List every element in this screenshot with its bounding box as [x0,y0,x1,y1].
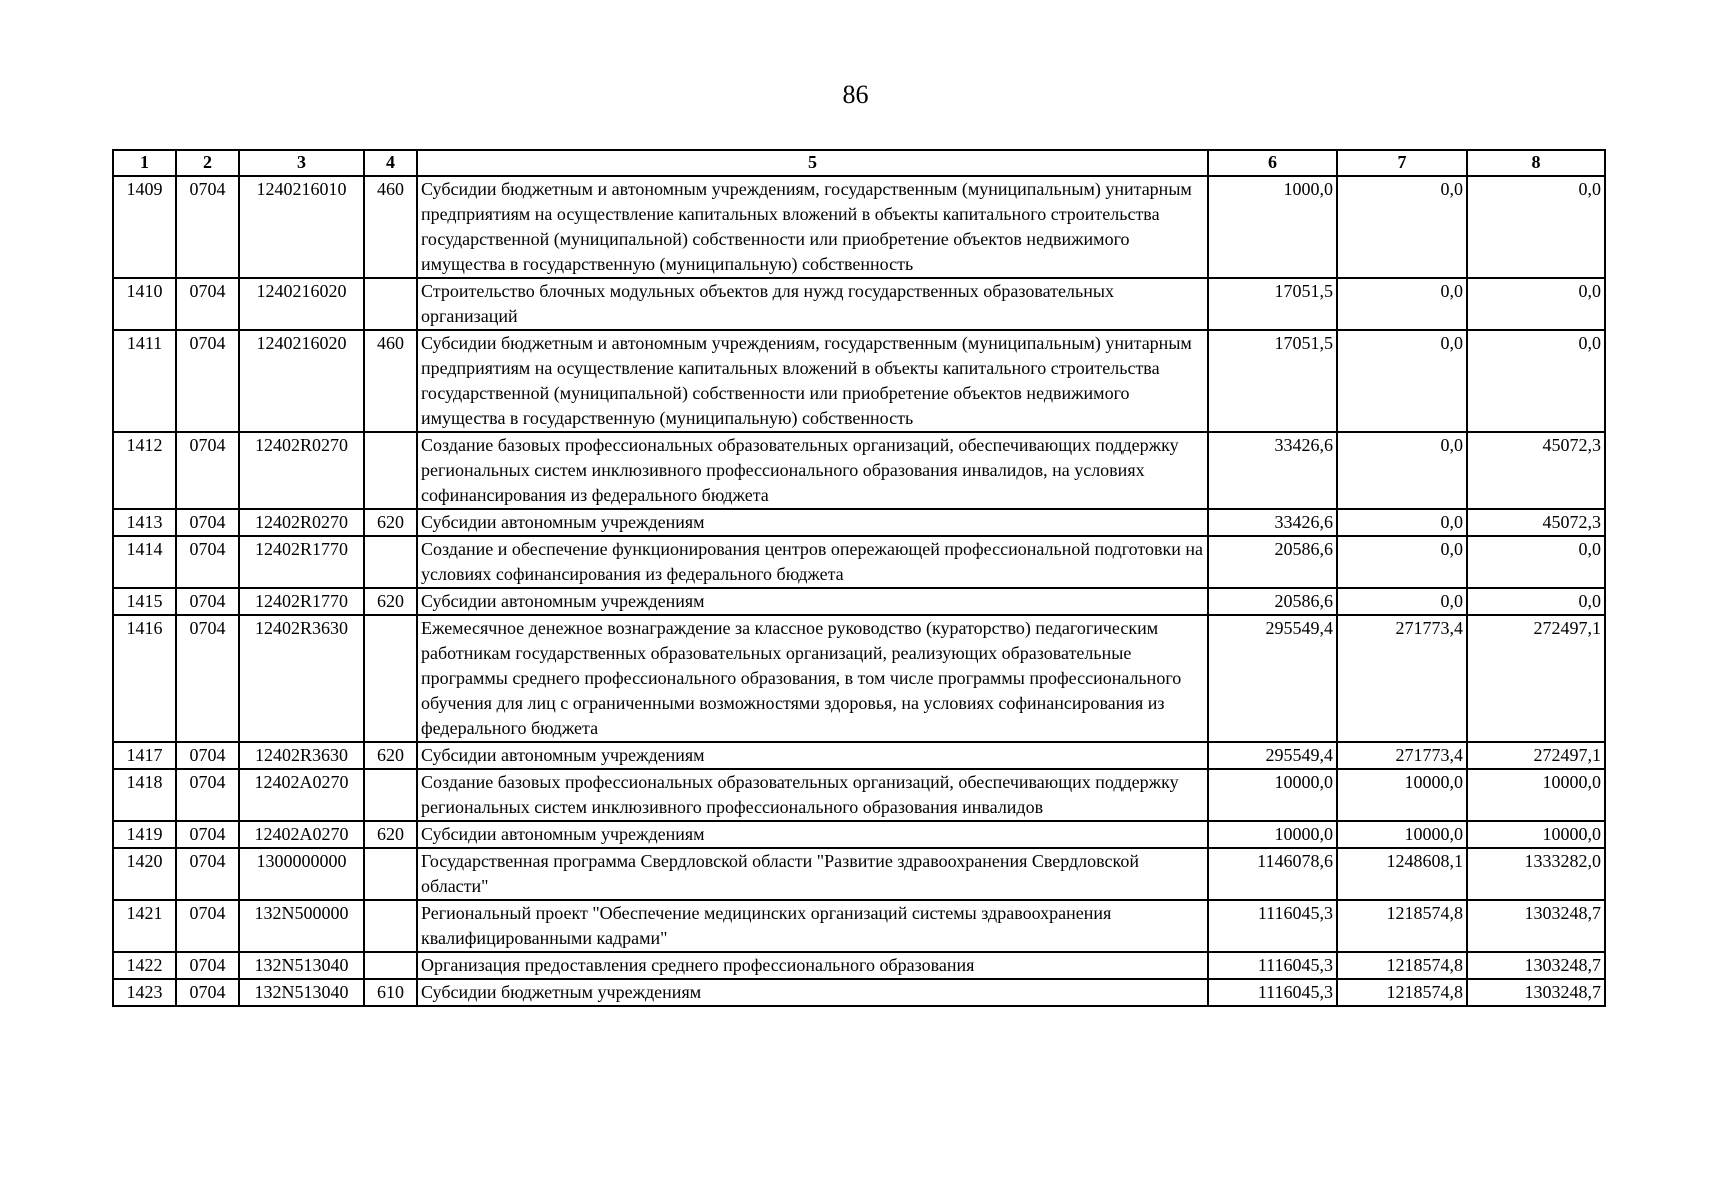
amount-col8-cell: 0,0 [1467,588,1605,615]
amount-col6-cell: 1116045,3 [1208,900,1337,952]
description-cell: Субсидии автономным учреждениям [417,588,1208,615]
target-article-cell: 12402R3630 [239,742,364,769]
column-header-7: 7 [1337,150,1467,176]
amount-col7-cell: 0,0 [1337,536,1467,588]
amount-col6-cell: 1000,0 [1208,176,1337,278]
amount-col8-cell: 272497,1 [1467,615,1605,742]
expense-type-cell: 460 [364,176,417,278]
row-number-cell: 1416 [113,615,176,742]
target-article-cell: 132N500000 [239,900,364,952]
amount-col6-cell: 20586,6 [1208,588,1337,615]
section-code-cell: 0704 [176,848,239,900]
description-cell: Строительство блочных модульных объектов для нужд государственных образовательных организаций [417,278,1208,330]
amount-col6-cell: 10000,0 [1208,769,1337,821]
amount-col7-cell: 0,0 [1337,588,1467,615]
row-number-cell: 1409 [113,176,176,278]
expense-type-cell [364,432,417,509]
target-article-cell: 12402A0270 [239,769,364,821]
target-article-cell: 12402A0270 [239,821,364,848]
row-number-cell: 1423 [113,979,176,1006]
target-article-cell: 132N513040 [239,979,364,1006]
expense-type-cell [364,615,417,742]
target-article-cell: 12402R0270 [239,509,364,536]
amount-col7-cell: 1218574,8 [1337,900,1467,952]
table-row [113,615,1605,742]
expense-type-cell [364,848,417,900]
column-header-8: 8 [1467,150,1605,176]
section-code-cell: 0704 [176,509,239,536]
table-row [113,900,1605,952]
section-code-cell: 0704 [176,330,239,432]
table-row [113,821,1605,848]
amount-col8-cell: 0,0 [1467,278,1605,330]
amount-col6-cell: 17051,5 [1208,330,1337,432]
target-article-cell: 12402R1770 [239,536,364,588]
expense-type-cell [364,769,417,821]
amount-col6-cell: 10000,0 [1208,821,1337,848]
amount-col8-cell: 0,0 [1467,536,1605,588]
table-row [113,536,1605,588]
expense-type-cell: 610 [364,979,417,1006]
target-article-cell: 12402R0270 [239,432,364,509]
section-code-cell: 0704 [176,900,239,952]
table-row [113,952,1605,979]
amount-col6-cell: 33426,6 [1208,509,1337,536]
table-row [113,979,1605,1006]
amount-col7-cell: 1218574,8 [1337,952,1467,979]
target-article-cell: 1240216010 [239,176,364,278]
row-number-cell: 1411 [113,330,176,432]
amount-col7-cell: 0,0 [1337,509,1467,536]
amount-col8-cell: 272497,1 [1467,742,1605,769]
row-number-cell: 1414 [113,536,176,588]
table-row [113,176,1605,278]
row-number-cell: 1412 [113,432,176,509]
table-row [113,848,1605,900]
column-header-2: 2 [176,150,239,176]
row-number-cell: 1415 [113,588,176,615]
target-article-cell: 1240216020 [239,330,364,432]
row-number-cell: 1413 [113,509,176,536]
description-cell: Создание базовых профессиональных образовательных организаций, обеспечивающих поддержку региональных систем инклюзивного профессионального образования инвалидов [417,769,1208,821]
section-code-cell: 0704 [176,278,239,330]
amount-col7-cell: 0,0 [1337,330,1467,432]
amount-col7-cell: 1218574,8 [1337,979,1467,1006]
row-number-cell: 1420 [113,848,176,900]
amount-col6-cell: 33426,6 [1208,432,1337,509]
section-code-cell: 0704 [176,536,239,588]
row-number-cell: 1418 [113,769,176,821]
table-body [113,176,1605,1006]
expense-type-cell [364,278,417,330]
amount-col7-cell: 0,0 [1337,278,1467,330]
table-row [113,742,1605,769]
section-code-cell: 0704 [176,769,239,821]
amount-col7-cell: 1248608,1 [1337,848,1467,900]
expense-type-cell: 620 [364,509,417,536]
amount-col7-cell: 0,0 [1337,176,1467,278]
column-header-5: 5 [417,150,1208,176]
amount-col6-cell: 1146078,6 [1208,848,1337,900]
amount-col8-cell: 1333282,0 [1467,848,1605,900]
description-cell: Субсидии автономным учреждениям [417,742,1208,769]
amount-col8-cell: 45072,3 [1467,432,1605,509]
row-number-cell: 1422 [113,952,176,979]
amount-col6-cell: 17051,5 [1208,278,1337,330]
description-cell: Субсидии автономным учреждениям [417,821,1208,848]
section-code-cell: 0704 [176,615,239,742]
row-number-cell: 1417 [113,742,176,769]
amount-col7-cell: 271773,4 [1337,742,1467,769]
table-row [113,278,1605,330]
column-header-1: 1 [113,150,176,176]
header-row [113,150,1605,176]
description-cell: Региональный проект "Обеспечение медицинских организаций системы здравоохранения квалифицированными кадрами" [417,900,1208,952]
expense-type-cell: 620 [364,821,417,848]
expense-type-cell: 460 [364,330,417,432]
column-header-6: 6 [1208,150,1337,176]
target-article-cell: 1240216020 [239,278,364,330]
amount-col8-cell: 45072,3 [1467,509,1605,536]
expense-type-cell [364,536,417,588]
amount-col7-cell: 10000,0 [1337,769,1467,821]
amount-col6-cell: 295549,4 [1208,742,1337,769]
description-cell: Субсидии бюджетным и автономным учреждениям, государственным (муниципальным) унитарным предприятиям на осуществление капитальных вложений в объекты капитального строительства государственной (муниципальной) собственности или приобретение объектов недвижимого имущества в государственную (муниципальную) собственность [417,176,1208,278]
section-code-cell: 0704 [176,432,239,509]
description-cell: Государственная программа Свердловской области "Развитие здравоохранения Свердловской области" [417,848,1208,900]
amount-col6-cell: 1116045,3 [1208,979,1337,1006]
description-cell: Ежемесячное денежное вознаграждение за классное руководство (кураторство) педагогическим работникам государственных образовательных организаций, реализующих образовательные программы среднего профессионального образования, в том числе программы профессионального обучения для лиц с ограниченными возможностями здоровья, на условиях софинансирования из федерального бюджета [417,615,1208,742]
description-cell: Субсидии бюджетным и автономным учреждениям, государственным (муниципальным) унитарным предприятиям на осуществление капитальных вложений в объекты капитального строительства государственной (муниципальной) собственности или приобретение объектов недвижимого имущества в государственную (муниципальную) собственность [417,330,1208,432]
amount-col6-cell: 20586,6 [1208,536,1337,588]
row-number-cell: 1419 [113,821,176,848]
amount-col8-cell: 0,0 [1467,176,1605,278]
row-number-cell: 1410 [113,278,176,330]
amount-col7-cell: 0,0 [1337,432,1467,509]
expense-type-cell [364,900,417,952]
target-article-cell: 132N513040 [239,952,364,979]
amount-col8-cell: 1303248,7 [1467,900,1605,952]
table-row [113,769,1605,821]
amount-col6-cell: 295549,4 [1208,615,1337,742]
amount-col8-cell: 1303248,7 [1467,952,1605,979]
description-cell: Создание базовых профессиональных образовательных организаций, обеспечивающих поддержку региональных систем инклюзивного профессионального образования инвалидов, на условиях софинансирования из федерального бюджета [417,432,1208,509]
section-code-cell: 0704 [176,742,239,769]
description-cell: Создание и обеспечение функционирования центров опережающей профессиональной подготовки на условиях софинансирования из федерального бюджета [417,536,1208,588]
page-number: 86 [842,80,869,109]
table-row [113,509,1605,536]
column-header-3: 3 [239,150,364,176]
budget-table [112,149,1606,1007]
target-article-cell: 12402R1770 [239,588,364,615]
expense-type-cell: 620 [364,588,417,615]
amount-col8-cell: 1303248,7 [1467,979,1605,1006]
expense-type-cell [364,952,417,979]
section-code-cell: 0704 [176,176,239,278]
amount-col6-cell: 1116045,3 [1208,952,1337,979]
table-row [113,588,1605,615]
amount-col7-cell: 10000,0 [1337,821,1467,848]
description-cell: Организация предоставления среднего профессионального образования [417,952,1208,979]
section-code-cell: 0704 [176,979,239,1006]
section-code-cell: 0704 [176,952,239,979]
target-article-cell: 1300000000 [239,848,364,900]
description-cell: Субсидии бюджетным учреждениям [417,979,1208,1006]
amount-col8-cell: 10000,0 [1467,769,1605,821]
expense-type-cell: 620 [364,742,417,769]
amount-col7-cell: 271773,4 [1337,615,1467,742]
target-article-cell: 12402R3630 [239,615,364,742]
section-code-cell: 0704 [176,821,239,848]
section-code-cell: 0704 [176,588,239,615]
amount-col8-cell: 10000,0 [1467,821,1605,848]
column-header-4: 4 [364,150,417,176]
table-row [113,432,1605,509]
row-number-cell: 1421 [113,900,176,952]
description-cell: Субсидии автономным учреждениям [417,509,1208,536]
table-row [113,330,1605,432]
amount-col8-cell: 0,0 [1467,330,1605,432]
